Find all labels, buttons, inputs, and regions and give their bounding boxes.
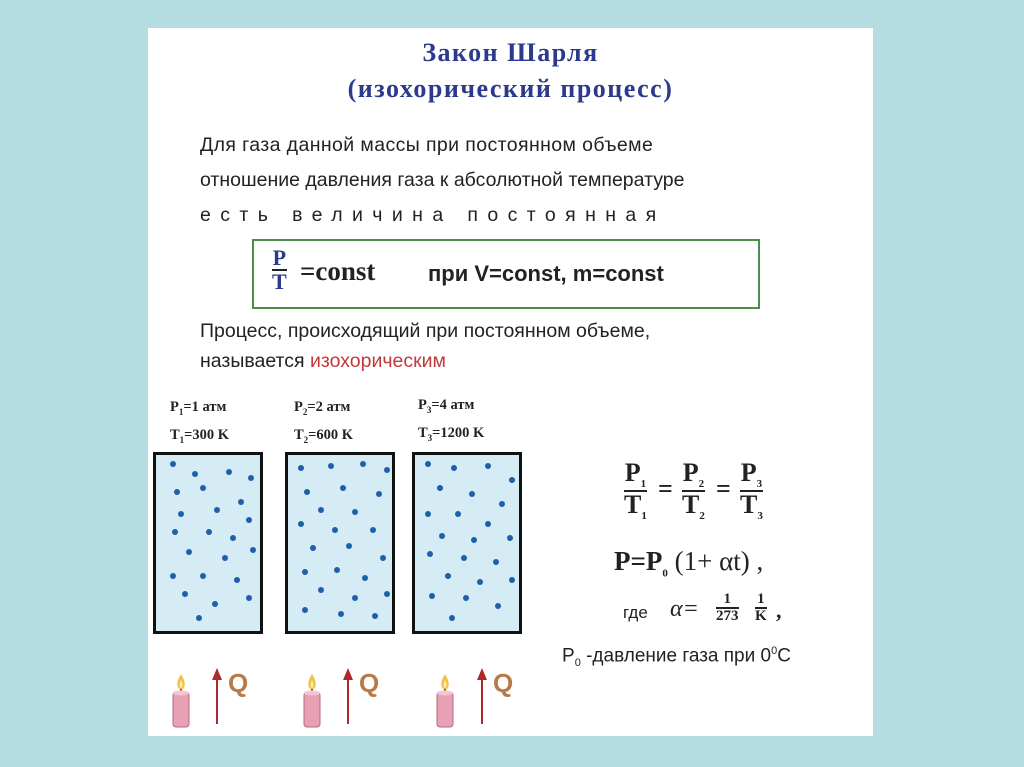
vessel-1-labels [170, 396, 229, 452]
molecule-dot [230, 535, 236, 541]
molecule-dot [509, 477, 515, 483]
alpha-fraction-1: 1 273 [716, 591, 739, 624]
heat-q-label-3: Q [493, 668, 514, 698]
vessel-2-labels [294, 396, 353, 452]
molecule-dot [495, 603, 501, 609]
candle-icon [170, 672, 192, 728]
molecule-dot [461, 555, 467, 561]
molecule-dot [298, 521, 304, 527]
molecule-dot [380, 555, 386, 561]
molecule-dot [248, 475, 254, 481]
vessel-2-temperature: $T_2=600$ K [294, 426, 354, 445]
equals-sign-2: = [716, 474, 731, 503]
molecule-dot [499, 501, 505, 507]
molecule-dot [338, 611, 344, 617]
pressure-temperature-formula: $P=P_0$ (1+ αt) , [614, 546, 764, 580]
definition-line-2: отношение давления газа к абсолютной температуре [200, 169, 685, 191]
molecule-dot [170, 461, 176, 467]
molecule-dot [172, 529, 178, 535]
slide-subtitle: (изохорический процесс) [347, 74, 674, 103]
molecule-dot [449, 615, 455, 621]
molecule-dot [445, 573, 451, 579]
molecule-dot [200, 573, 206, 579]
law-formula-box [252, 239, 760, 309]
molecule-dot [182, 591, 188, 597]
molecule-dot [334, 567, 340, 573]
process-text [200, 316, 850, 376]
molecule-dot [298, 465, 304, 471]
molecule-dot [425, 461, 431, 467]
ratio-fraction-3: $P_3$ $T_3$ [740, 458, 763, 523]
molecule-dot [384, 591, 390, 597]
molecule-dot [485, 521, 491, 527]
heat-arrow-icon [212, 668, 222, 726]
heat-q-label-1: Q [228, 668, 249, 698]
vessel-1-temperature: $T_1=300$ K [170, 426, 230, 445]
vessel-3-temperature: $T_3=1200$ K [418, 424, 485, 443]
molecule-dot [212, 601, 218, 607]
molecule-dot [485, 463, 491, 469]
molecule-dot [425, 511, 431, 517]
molecule-dot [463, 595, 469, 601]
process-line-1: Процесс, происходящий при постоянном объеме, [200, 320, 651, 342]
molecule-dot [318, 587, 324, 593]
gas-vessel-2 [285, 452, 395, 634]
molecule-dot [302, 607, 308, 613]
molecule-dot [174, 489, 180, 495]
molecule-dot [384, 467, 390, 473]
molecule-dot [192, 471, 198, 477]
molecule-dot [340, 485, 346, 491]
molecule-dot [352, 509, 358, 515]
molecule-dot [372, 613, 378, 619]
molecule-dot [352, 595, 358, 601]
candle-icon [434, 672, 456, 728]
molecule-dot [360, 461, 366, 467]
molecule-dot [376, 491, 382, 497]
vessel-3-pressure: $P_3=4$ атм [418, 397, 475, 415]
molecule-dot [439, 533, 445, 539]
molecule-dot [346, 543, 352, 549]
fraction-denominator: T [272, 269, 287, 294]
process-line-2-prefix: называется [200, 350, 310, 372]
definition-text [200, 128, 850, 233]
molecule-dot [170, 573, 176, 579]
molecule-dot [304, 489, 310, 495]
molecule-dot [246, 517, 252, 523]
molecule-dot [200, 485, 206, 491]
molecule-dot [332, 527, 338, 533]
formula-condition: при V=const, m=const [428, 261, 664, 286]
ratio-fraction-2: $P_2$ $T_2$ [682, 458, 705, 523]
molecule-dot [477, 579, 483, 585]
molecule-dot [178, 511, 184, 517]
molecule-dot [328, 463, 334, 469]
candle-icon [301, 672, 323, 728]
fraction-numerator: P [272, 245, 287, 270]
molecule-dot [471, 537, 477, 543]
slide-title: Закон Шарля [422, 38, 599, 67]
p-over-t-fraction [272, 247, 287, 293]
alpha-fraction-2: 1 K [755, 591, 767, 624]
molecule-dot [186, 549, 192, 555]
molecule-dot [429, 593, 435, 599]
heat-arrow-icon [477, 668, 487, 726]
formula-rhs: =const [300, 256, 376, 286]
molecule-dot [222, 555, 228, 561]
equals-sign-1: = [658, 474, 673, 503]
vessel-3-labels [418, 394, 484, 450]
definition-line-3: есть величина постоянная [200, 204, 666, 226]
molecule-dot [362, 575, 368, 581]
vessel-2-pressure: $P_2=2$ атм [294, 399, 351, 417]
isochoric-term: изохорическим [309, 350, 446, 372]
molecule-dot [250, 547, 256, 553]
alpha-comma: , [776, 598, 782, 623]
slide [148, 28, 873, 736]
molecule-dot [427, 551, 433, 557]
molecule-dot [238, 499, 244, 505]
molecule-dot [196, 615, 202, 621]
molecule-dot [226, 469, 232, 475]
molecule-dot [455, 511, 461, 517]
ratio-fraction-1: $P_1$ $T_1$ [624, 458, 647, 523]
molecule-dot [302, 569, 308, 575]
where-label: где [623, 603, 648, 622]
vessel-1-pressure: $P_1=1$ атм [170, 399, 227, 417]
heat-arrow-icon [343, 668, 353, 726]
p0-definition: $P_0$ -давление газа при $0^0C$ [562, 645, 791, 670]
molecule-dot [509, 577, 515, 583]
alpha-symbol: α= [670, 596, 699, 622]
molecule-dot [318, 507, 324, 513]
molecule-dot [246, 595, 252, 601]
heat-q-label-2: Q [359, 668, 380, 698]
molecule-dot [469, 491, 475, 497]
definition-line-1: Для газа данной массы при постоянном объеме [200, 134, 654, 156]
molecule-dot [370, 527, 376, 533]
molecule-dot [507, 535, 513, 541]
gas-vessel-3 [412, 452, 522, 634]
molecule-dot [214, 507, 220, 513]
gas-vessel-1 [153, 452, 263, 634]
molecule-dot [437, 485, 443, 491]
process-line-2 [200, 346, 850, 376]
molecule-dot [451, 465, 457, 471]
molecule-dot [310, 545, 316, 551]
molecule-dot [493, 559, 499, 565]
molecule-dot [234, 577, 240, 583]
molecule-dot [206, 529, 212, 535]
